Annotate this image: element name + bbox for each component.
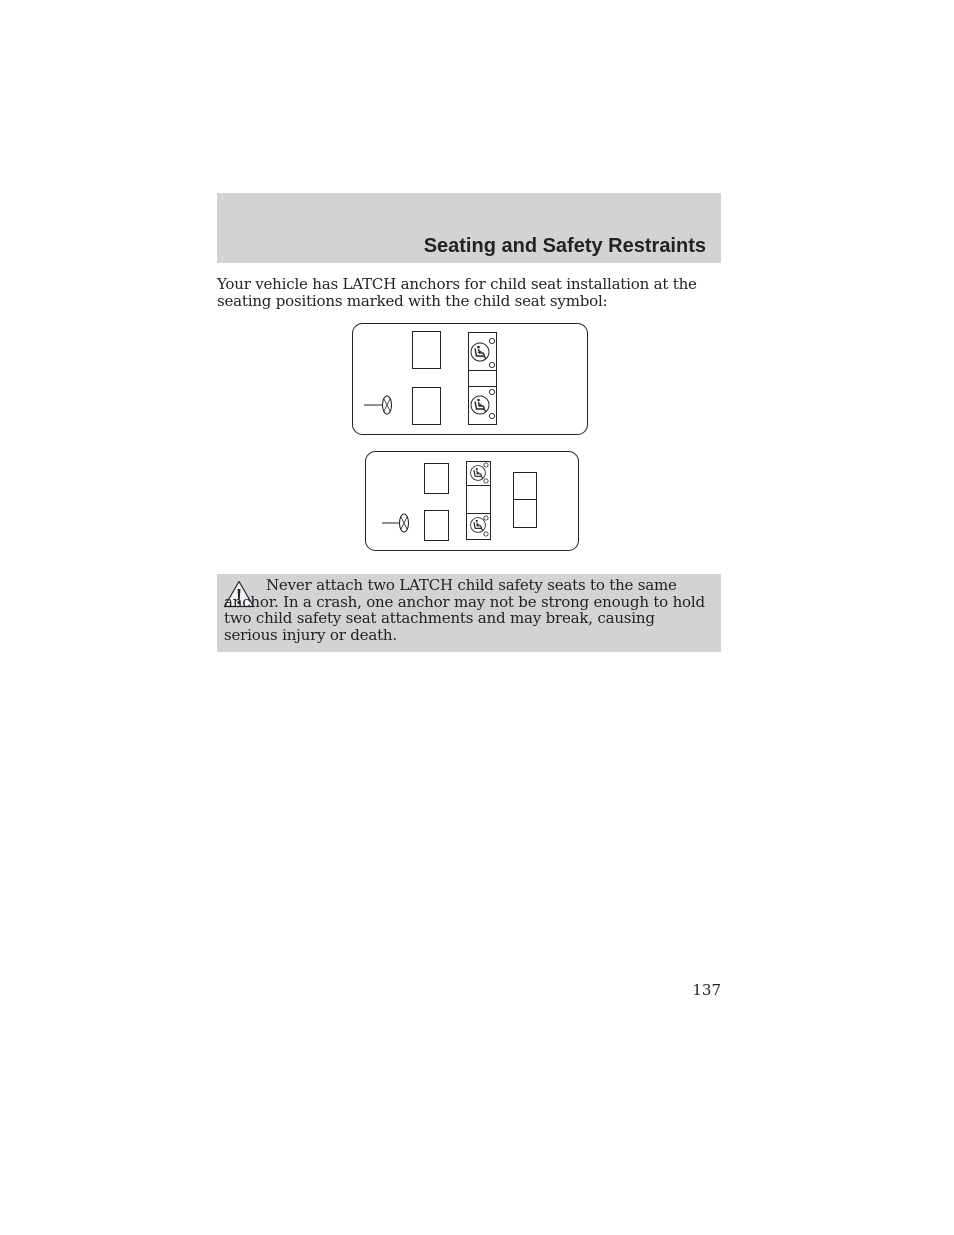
- vehicle-layout-two-row: [353, 324, 588, 435]
- child-seat-icon: [471, 466, 486, 481]
- intro-paragraph: Your vehicle has LATCH anchors for child seat installation at the seating positions marked with the child seat symbol:: [217, 275, 697, 310]
- warning-box: [217, 574, 721, 652]
- child-seat-icon: [471, 396, 489, 414]
- front-seat-left: [413, 388, 441, 425]
- front-seat-left: [425, 511, 449, 541]
- latch-seating-diagram: [340, 318, 600, 558]
- front-seat-right: [413, 332, 441, 369]
- page-number: 137: [692, 981, 721, 999]
- vehicle-layout-three-row: [366, 452, 579, 551]
- front-seat-right: [425, 464, 449, 494]
- section-header: [217, 193, 721, 263]
- child-seat-icon: [471, 518, 486, 533]
- child-seat-icon: [471, 343, 489, 361]
- section-title: Seating and Safety Restraints: [423, 235, 706, 257]
- warning-text: Never attach two LATCH child safety seats to the same anchor. In a crash, one anchor may not be strong enough to hold two child safety seat attachments and may break, causing serious injury or death.: [224, 576, 705, 644]
